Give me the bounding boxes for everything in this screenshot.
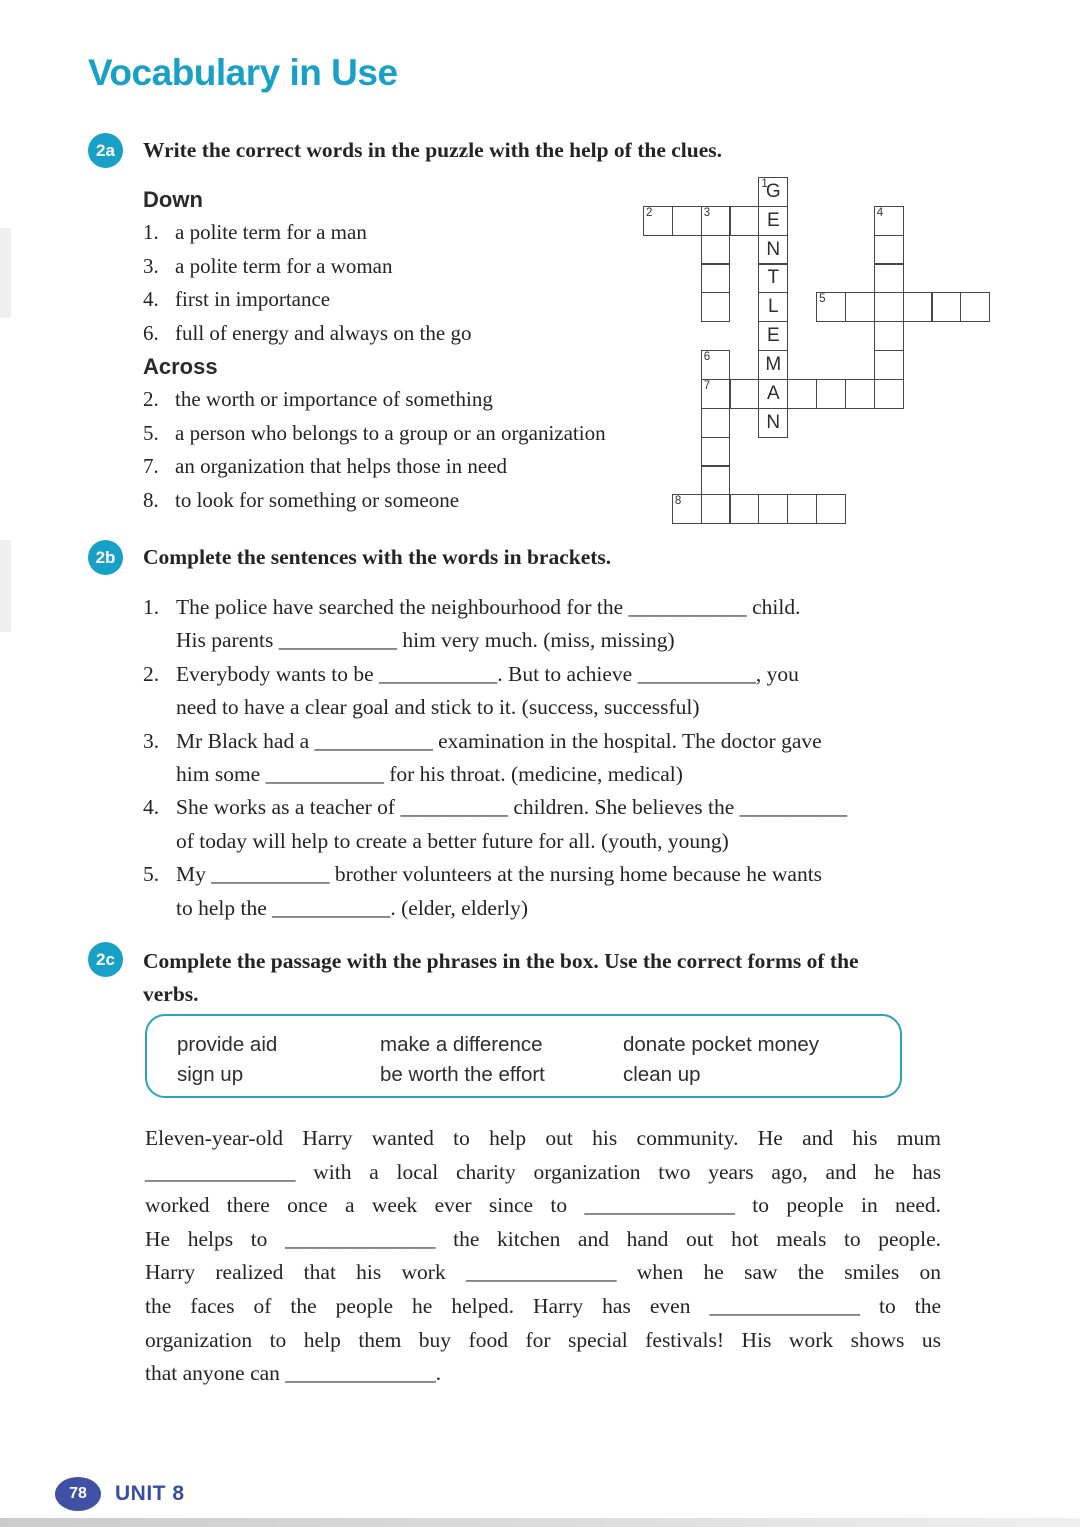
- crossword-cell: [874, 292, 904, 322]
- clue-text: the worth or importance of something: [175, 387, 493, 412]
- cell-number: 4: [876, 206, 884, 219]
- crossword-cell: [758, 321, 788, 351]
- across-heading: Across: [143, 354, 218, 380]
- crossword-cell: [701, 264, 731, 294]
- crossword-cell: [672, 206, 702, 236]
- scan-edge-artifact: [0, 228, 11, 318]
- phrase-box: [145, 1014, 902, 1098]
- crossword-cell: [758, 177, 788, 207]
- clue-text: a polite term for a woman: [175, 253, 393, 278]
- scan-edge-artifact: [0, 540, 11, 632]
- sentence-2-line-1: [143, 658, 1018, 691]
- crossword-cell: [903, 292, 933, 322]
- cell-letter: E: [766, 209, 780, 231]
- phrase-item: provide aid: [177, 1033, 278, 1056]
- phrase-item: sign up: [177, 1063, 244, 1086]
- clue-number: 3.: [143, 253, 159, 278]
- crossword-cell: [701, 292, 731, 322]
- crossword-cell: [758, 350, 788, 380]
- down-heading: Down: [143, 187, 203, 212]
- crossword-cell: [960, 292, 990, 322]
- section-2c: [88, 942, 1018, 1391]
- crossword-cell: [701, 494, 731, 524]
- crossword-cell: [758, 494, 788, 524]
- cell-letter: M: [765, 353, 782, 375]
- sentence-1-line-2: His parents ___________ him very much. (miss, missing): [176, 628, 675, 653]
- badge-2b: 2b: [88, 540, 123, 575]
- cell-number: 7: [703, 379, 711, 392]
- sentence-number: 4.: [143, 795, 160, 820]
- phrase-column-2: [380, 1030, 623, 1096]
- cell-number: 6: [703, 351, 711, 364]
- crossword-cell: [672, 494, 702, 524]
- crossword-cell: [701, 466, 731, 496]
- crossword-cell: [874, 379, 904, 409]
- crossword-cell: [874, 350, 904, 380]
- crossword-cell: [758, 292, 788, 322]
- cell-number: 3: [703, 206, 711, 219]
- crossword-cell: [845, 379, 875, 409]
- sentence-list: [143, 591, 1018, 925]
- crossword-cell: [874, 206, 904, 236]
- phrase-item: make a difference: [380, 1033, 543, 1056]
- clue-text: first in importance: [175, 287, 331, 312]
- crossword-cell: [701, 350, 731, 380]
- sentence-3-line-1: [143, 725, 1018, 758]
- sentence-number: 5.: [143, 862, 160, 887]
- instruction-2a: Write the correct words in the puzzle with the help of the clues.: [143, 138, 723, 162]
- passage-line-7: organization to help them buy food for special festivals! His work shows us: [145, 1327, 941, 1352]
- sentence-text: She works as a teacher of __________ children. She believes the __________: [176, 795, 848, 820]
- passage-line-5: Harry realized that his work ______________ when he saw the smiles on: [145, 1260, 941, 1285]
- crossword-cell: [874, 264, 904, 294]
- page-footer: [55, 1477, 185, 1511]
- crossword-cell: [701, 437, 731, 467]
- crossword-cell: [758, 408, 788, 438]
- clue-text: to look for something or someone: [175, 487, 460, 512]
- cell-number: 8: [674, 495, 682, 508]
- section-2a: [88, 133, 1008, 517]
- cell-letter: L: [768, 296, 779, 318]
- phrase-item: be worth the effort: [380, 1063, 545, 1086]
- clue-text: a person who belongs to a group or an organization: [175, 420, 606, 445]
- clue-number: 4.: [143, 287, 159, 312]
- crossword-cell: [787, 379, 817, 409]
- crossword-cell: [816, 379, 846, 409]
- clue-number: 6.: [143, 320, 159, 345]
- sentence-text: The police have searched the neighbourhood for the ___________ child.: [176, 595, 801, 619]
- crossword-cell: [701, 408, 731, 438]
- crossword-cell: [874, 235, 904, 265]
- crossword-cell: [758, 206, 788, 236]
- sentence-3-line-2: him some ___________ for his throat. (medicine, medical): [176, 762, 683, 787]
- cell-number: 1: [761, 178, 768, 190]
- clue-text: a polite term for a man: [175, 220, 367, 245]
- crossword-cell: [758, 264, 788, 294]
- clue-number: 1.: [143, 220, 159, 245]
- crossword-cell: [787, 494, 817, 524]
- sentence-4-line-1: [143, 791, 1018, 824]
- instruction-2b: Complete the sentences with the words in brackets.: [143, 545, 612, 569]
- crossword-cell: [643, 206, 673, 236]
- sentence-text: My ___________ brother volunteers at the nursing home because he wants: [176, 862, 823, 887]
- clue-text: full of energy and always on the go: [175, 320, 472, 345]
- crossword-cell: [874, 321, 904, 351]
- sentence-text: Everybody wants to be ___________. But to achieve ___________, you: [176, 661, 799, 686]
- scan-bottom-strip: [0, 1518, 1080, 1527]
- phrase-column-1: [177, 1030, 380, 1096]
- page-number-badge: 78: [55, 1477, 101, 1511]
- cell-number: 2: [646, 206, 653, 219]
- sentence-number: 1.: [143, 595, 160, 619]
- cell-letter: N: [766, 238, 781, 260]
- sentence-number: 3.: [143, 728, 160, 753]
- phrase-item: donate pocket money: [623, 1033, 820, 1056]
- passage-line-1: Eleven-year-old Harry wanted to help out his community. He and his mum: [145, 1126, 941, 1150]
- page-title: Vocabulary in Use: [88, 52, 398, 93]
- badge-2a: 2a: [88, 133, 123, 168]
- cell-letter: A: [766, 382, 780, 404]
- cell-number: 5: [819, 293, 826, 306]
- section-2b: [88, 540, 1018, 925]
- crossword-cell: [816, 494, 846, 524]
- passage-line-8: that anyone can ______________.: [145, 1361, 442, 1386]
- passage: [145, 1122, 941, 1391]
- phrase-item: clean up: [623, 1063, 701, 1086]
- sentence-5-line-2: to help the ___________. (elder, elderly): [176, 895, 528, 920]
- passage-line-4: He helps to ______________ the kitchen and hand out hot meals to people.: [145, 1226, 941, 1251]
- crossword-cell: [758, 235, 788, 265]
- instruction-2c-line-1: Complete the passage with the phrases in the box. Use the correct forms of the: [143, 949, 859, 973]
- crossword-cell: [816, 292, 846, 322]
- instruction-2c-line-2: verbs.: [143, 982, 199, 1006]
- sentence-text: Mr Black had a ___________ examination in the hospital. The doctor gave: [176, 728, 822, 753]
- unit-label: UNIT 8: [115, 1482, 185, 1505]
- instruction-2c: [143, 942, 1018, 1011]
- crossword-grid: [643, 177, 990, 524]
- sentence-number: 2.: [143, 661, 160, 686]
- sentence-1-line-1: [143, 591, 1018, 624]
- passage-line-3: worked there once a week ever since to ______________ to people in need.: [145, 1193, 941, 1218]
- cell-letter: T: [767, 267, 780, 289]
- sentence-4-line-2: of today will help to create a better future for all. (youth, young): [176, 828, 729, 853]
- crossword-cell: [730, 379, 760, 409]
- crossword-cell: [758, 379, 788, 409]
- clue-number: 8.: [143, 487, 159, 512]
- passage-line-6: the faces of the people he helped. Harry has even ______________ to the: [145, 1293, 941, 1318]
- sentence-2-line-2: need to have a clear goal and stick to it. (success, successful): [176, 695, 700, 720]
- clue-number: 7.: [143, 454, 159, 479]
- crossword-cell: [845, 292, 875, 322]
- clue-text: an organization that helps those in need: [175, 454, 508, 479]
- crossword-cell: [932, 292, 962, 322]
- cell-letter: N: [766, 411, 781, 433]
- cell-letter: E: [766, 325, 780, 347]
- crossword-cell: [730, 494, 760, 524]
- phrase-column-3: [623, 1030, 900, 1096]
- crossword-cell: [730, 206, 760, 236]
- clue-number: 5.: [143, 420, 159, 445]
- crossword-cell: [701, 235, 731, 265]
- cell-letter: G: [765, 180, 781, 202]
- crossword-cell: [701, 206, 731, 236]
- passage-line-2: ______________ with a local charity organization two years ago, and he has: [145, 1159, 941, 1184]
- badge-2c: 2c: [88, 942, 123, 977]
- sentence-5-line-1: [143, 858, 1018, 891]
- crossword-cell: [701, 379, 731, 409]
- clue-number: 2.: [143, 387, 159, 412]
